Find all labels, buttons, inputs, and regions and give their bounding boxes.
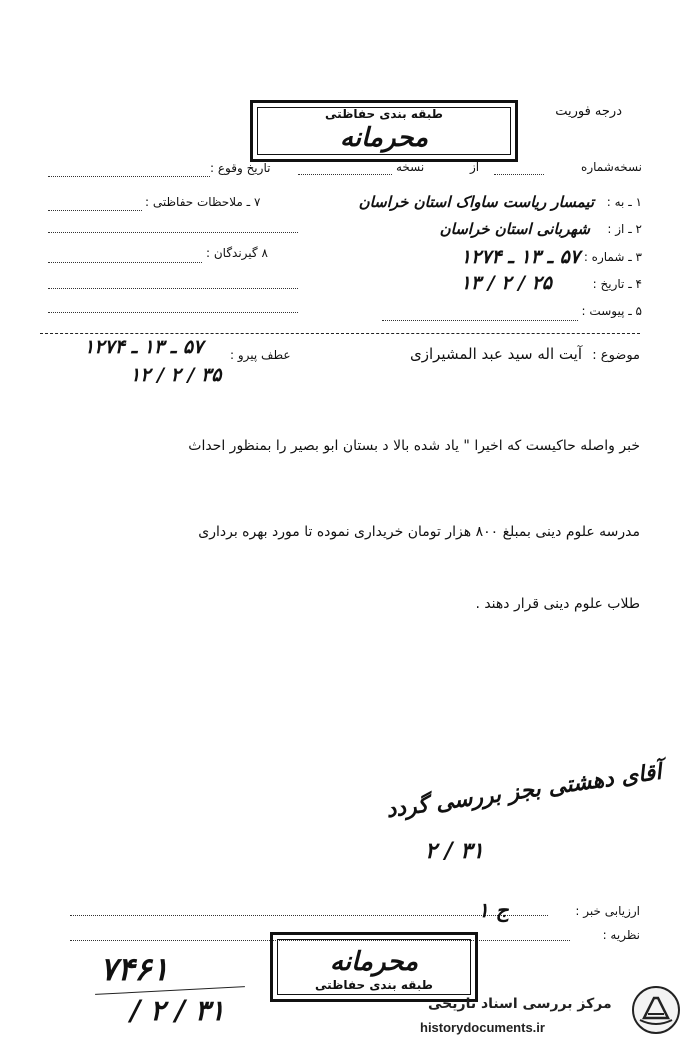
from-label: از bbox=[470, 160, 480, 174]
classification-value-bottom: محرمانه bbox=[329, 947, 419, 977]
date-value: ۲۵ / ۲ / ۱۳ bbox=[460, 272, 552, 294]
subject-label: موضوع : bbox=[592, 348, 640, 363]
watermark-website: historydocuments.ir bbox=[420, 1020, 545, 1035]
handwritten-bottom-date: ۳۱ / ۲ / bbox=[130, 994, 225, 1027]
body-line-2: مدرسه علوم دینی بمبلغ ۸۰۰ هزار تومان خریداری نموده تا مورد بهره برداری bbox=[198, 524, 640, 540]
to-value: تیمسار ریاست ساواک استان خراسان bbox=[358, 193, 594, 211]
section-separator bbox=[40, 333, 640, 334]
handwritten-note: آقای دهشتی بجز بررسی گردد bbox=[384, 758, 663, 824]
reference-number: ۵۷ ـ ۱۳ ـ ۱۲۷۴ bbox=[84, 336, 204, 358]
reference-date: ۳۵ / ۲ / ۱۲ bbox=[130, 364, 222, 386]
attachment-label: ۵ ـ پیوست : bbox=[581, 304, 642, 318]
evaluation-label: ارزیابی خبر : bbox=[575, 904, 640, 918]
remarks-label: ۷ ـ ملاحظات حفاظتی : bbox=[145, 195, 261, 209]
classification-stamp-bottom bbox=[270, 932, 478, 1002]
copy-number-label: نسخه‌شماره bbox=[581, 160, 642, 174]
priority-label: درجه فوریت bbox=[555, 104, 622, 119]
reference-label: عطف پیرو : bbox=[230, 348, 291, 362]
classification-stamp-top bbox=[250, 100, 518, 162]
evaluation-mark: ج ۱ bbox=[478, 898, 509, 922]
sender-label: ۲ ـ از : bbox=[607, 222, 642, 236]
sender-value: شهربانی استان خراسان bbox=[439, 220, 590, 238]
handwritten-note-date: ۳۱ / ۲ bbox=[425, 838, 484, 864]
to-label: ۱ ـ به : bbox=[606, 195, 642, 209]
number-value: ۵۷ ـ ۱۳ ـ ۱۲۷۴ bbox=[460, 246, 580, 268]
opinion-label: نظریه : bbox=[602, 928, 640, 942]
recipients-label: ۸ گیرندگان : bbox=[206, 246, 268, 260]
classification-label-bottom: طبقه بندی حفاظتی bbox=[315, 978, 433, 992]
date-of-event-label: تاریخ وقوع : bbox=[210, 161, 271, 175]
body-line-3: طلاب علوم دینی قرار دهند . bbox=[475, 596, 640, 612]
copy-label: نسخه bbox=[396, 160, 425, 174]
number-label: ۳ ـ شماره : bbox=[583, 250, 642, 264]
handwritten-bottom-number: ۷۴۶۱ bbox=[100, 950, 169, 988]
watermark-org-name: مرکز بررسی اسناد تاریخی bbox=[428, 996, 612, 1012]
body-line-1: خبر واصله حاکیست که اخیرا " یاد شده بالا د بستان ابو بصیر را بمنظور احداث bbox=[188, 438, 640, 454]
classification-value-top: محرمانه bbox=[339, 123, 429, 153]
classification-label-top: طبقه بندی حفاظتی bbox=[325, 107, 443, 121]
subject-value: آیت اله سید عبد المشیرازی bbox=[410, 345, 582, 363]
archive-logo-icon bbox=[630, 984, 682, 1036]
date-label: ۴ ـ تاریخ : bbox=[592, 277, 642, 291]
